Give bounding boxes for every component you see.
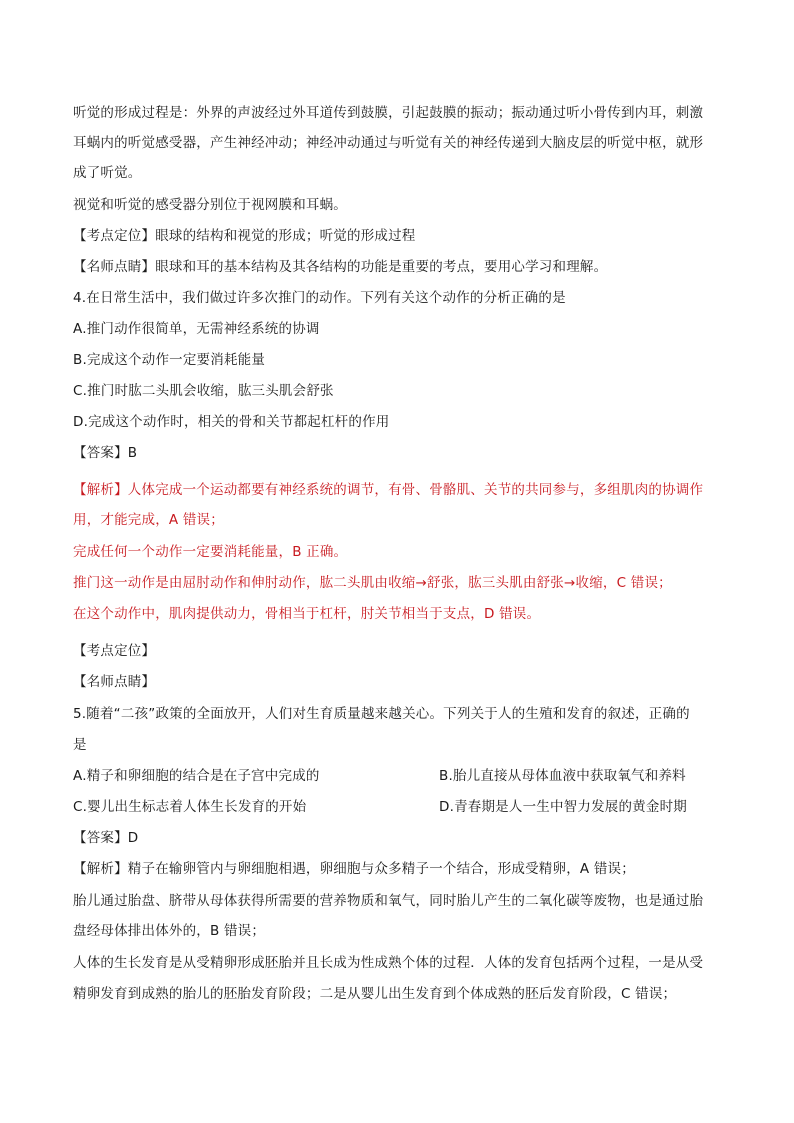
- question-5-option-a: A.精子和卵细胞的结合是在子宫中完成的: [73, 768, 320, 784]
- question-4-analysis-line: 用，才能完成，A 错误；: [73, 512, 224, 528]
- question-5-analysis-line: 【解析】精子在输卵管内与卵细胞相遇，卵细胞与众多精子一个结合，形成受精卵，A 错误；: [73, 861, 635, 877]
- question-4-analysis-line: 完成任何一个动作一定要消耗能量，B 正确。: [73, 544, 348, 560]
- question-4-option-b: B.完成这个动作一定要消耗能量: [73, 352, 266, 368]
- question-5-options-row: [73, 797, 733, 817]
- question-5-analysis-line: 人体的生长发育是从受精卵形成胚胎并且长成为性成熟个体的过程．人体的发育包括两个过程，一是从受: [73, 955, 704, 971]
- question-4-mingshi: 【名师点睛】: [73, 674, 156, 690]
- question-4-analysis-line: 在这个动作中，肌肉提供动力，骨相当于杠杆，肘关节相当于支点，D 错误。: [73, 606, 541, 622]
- question-5-options-row: [73, 766, 733, 786]
- question-4-answer: 【答案】B: [73, 445, 138, 461]
- question-4-stem: 4.在日常生活中，我们做过许多次推门的动作。下列有关这个动作的分析正确的是: [73, 290, 566, 306]
- question-5-option-d: D.青春期是人一生中智力发展的黄金时期: [439, 799, 687, 815]
- question-4-kaodian: 【考点定位】: [73, 643, 156, 659]
- paragraph-line: 视觉和听觉的感受器分别位于视网膜和耳蜗。: [73, 197, 347, 213]
- question-5-answer: 【答案】D: [73, 830, 139, 846]
- question-5-analysis-line: 盘经母体排出体外的，B 错误；: [73, 923, 266, 939]
- question-5-stem: 5.随着“二孩”政策的全面放开，人们对生育质量越来越关心。下列关于人的生殖和发育的叙述，正确的: [73, 706, 690, 722]
- question-4-analysis-line: 【解析】人体完成一个运动都要有神经系统的调节，有骨、骨骼肌、关节的共同参与，多组肌肉的协调作: [73, 482, 704, 498]
- question-4-analysis-line: 推门这一动作是由屈肘动作和伸肘动作，肱二头肌由收缩→舒张，肱三头肌由舒张→收缩，C 错误；: [73, 575, 672, 591]
- question-5-analysis-line: 精卵发育到成熟的胎儿的胚胎发育阶段；二是从婴儿出生发育到个体成熟的胚后发育阶段，C 错误；: [73, 986, 677, 1002]
- question-4-option-d: D.完成这个动作时，相关的骨和关节都起杠杆的作用: [73, 414, 390, 430]
- paragraph-line: 听觉的形成过程是：外界的声波经过外耳道传到鼓膜，引起鼓膜的振动；振动通过听小骨传到内耳，刺激: [73, 105, 704, 121]
- kaodian-line: 【考点定位】眼球的结构和视觉的形成；听觉的形成过程: [73, 228, 416, 244]
- question-5-option-b: B.胎儿直接从母体血液中获取氧气和养料: [439, 768, 686, 784]
- question-4-option-a: A.推门动作很简单，无需神经系统的协调: [73, 321, 320, 337]
- question-5-stem: 是: [73, 737, 87, 753]
- question-5-option-c: C.婴儿出生标志着人体生长发育的开始: [73, 799, 307, 815]
- paragraph-line: 耳蜗内的听觉感受器，产生神经冲动；神经冲动通过与听觉有关的神经传递到大脑皮层的听觉中枢，就形: [73, 135, 704, 151]
- question-5-analysis-line: 胎儿通过胎盘、脐带从母体获得所需要的营养物质和氧气，同时胎儿产生的二氧化碳等废物，也是通过胎: [73, 893, 704, 909]
- question-4-option-c: C.推门时肱二头肌会收缩，肱三头肌会舒张: [73, 383, 334, 399]
- mingshi-line: 【名师点睛】眼球和耳的基本结构及其各结构的功能是重要的考点，要用心学习和理解。: [73, 259, 608, 275]
- paragraph-line: 成了听觉。: [73, 165, 142, 181]
